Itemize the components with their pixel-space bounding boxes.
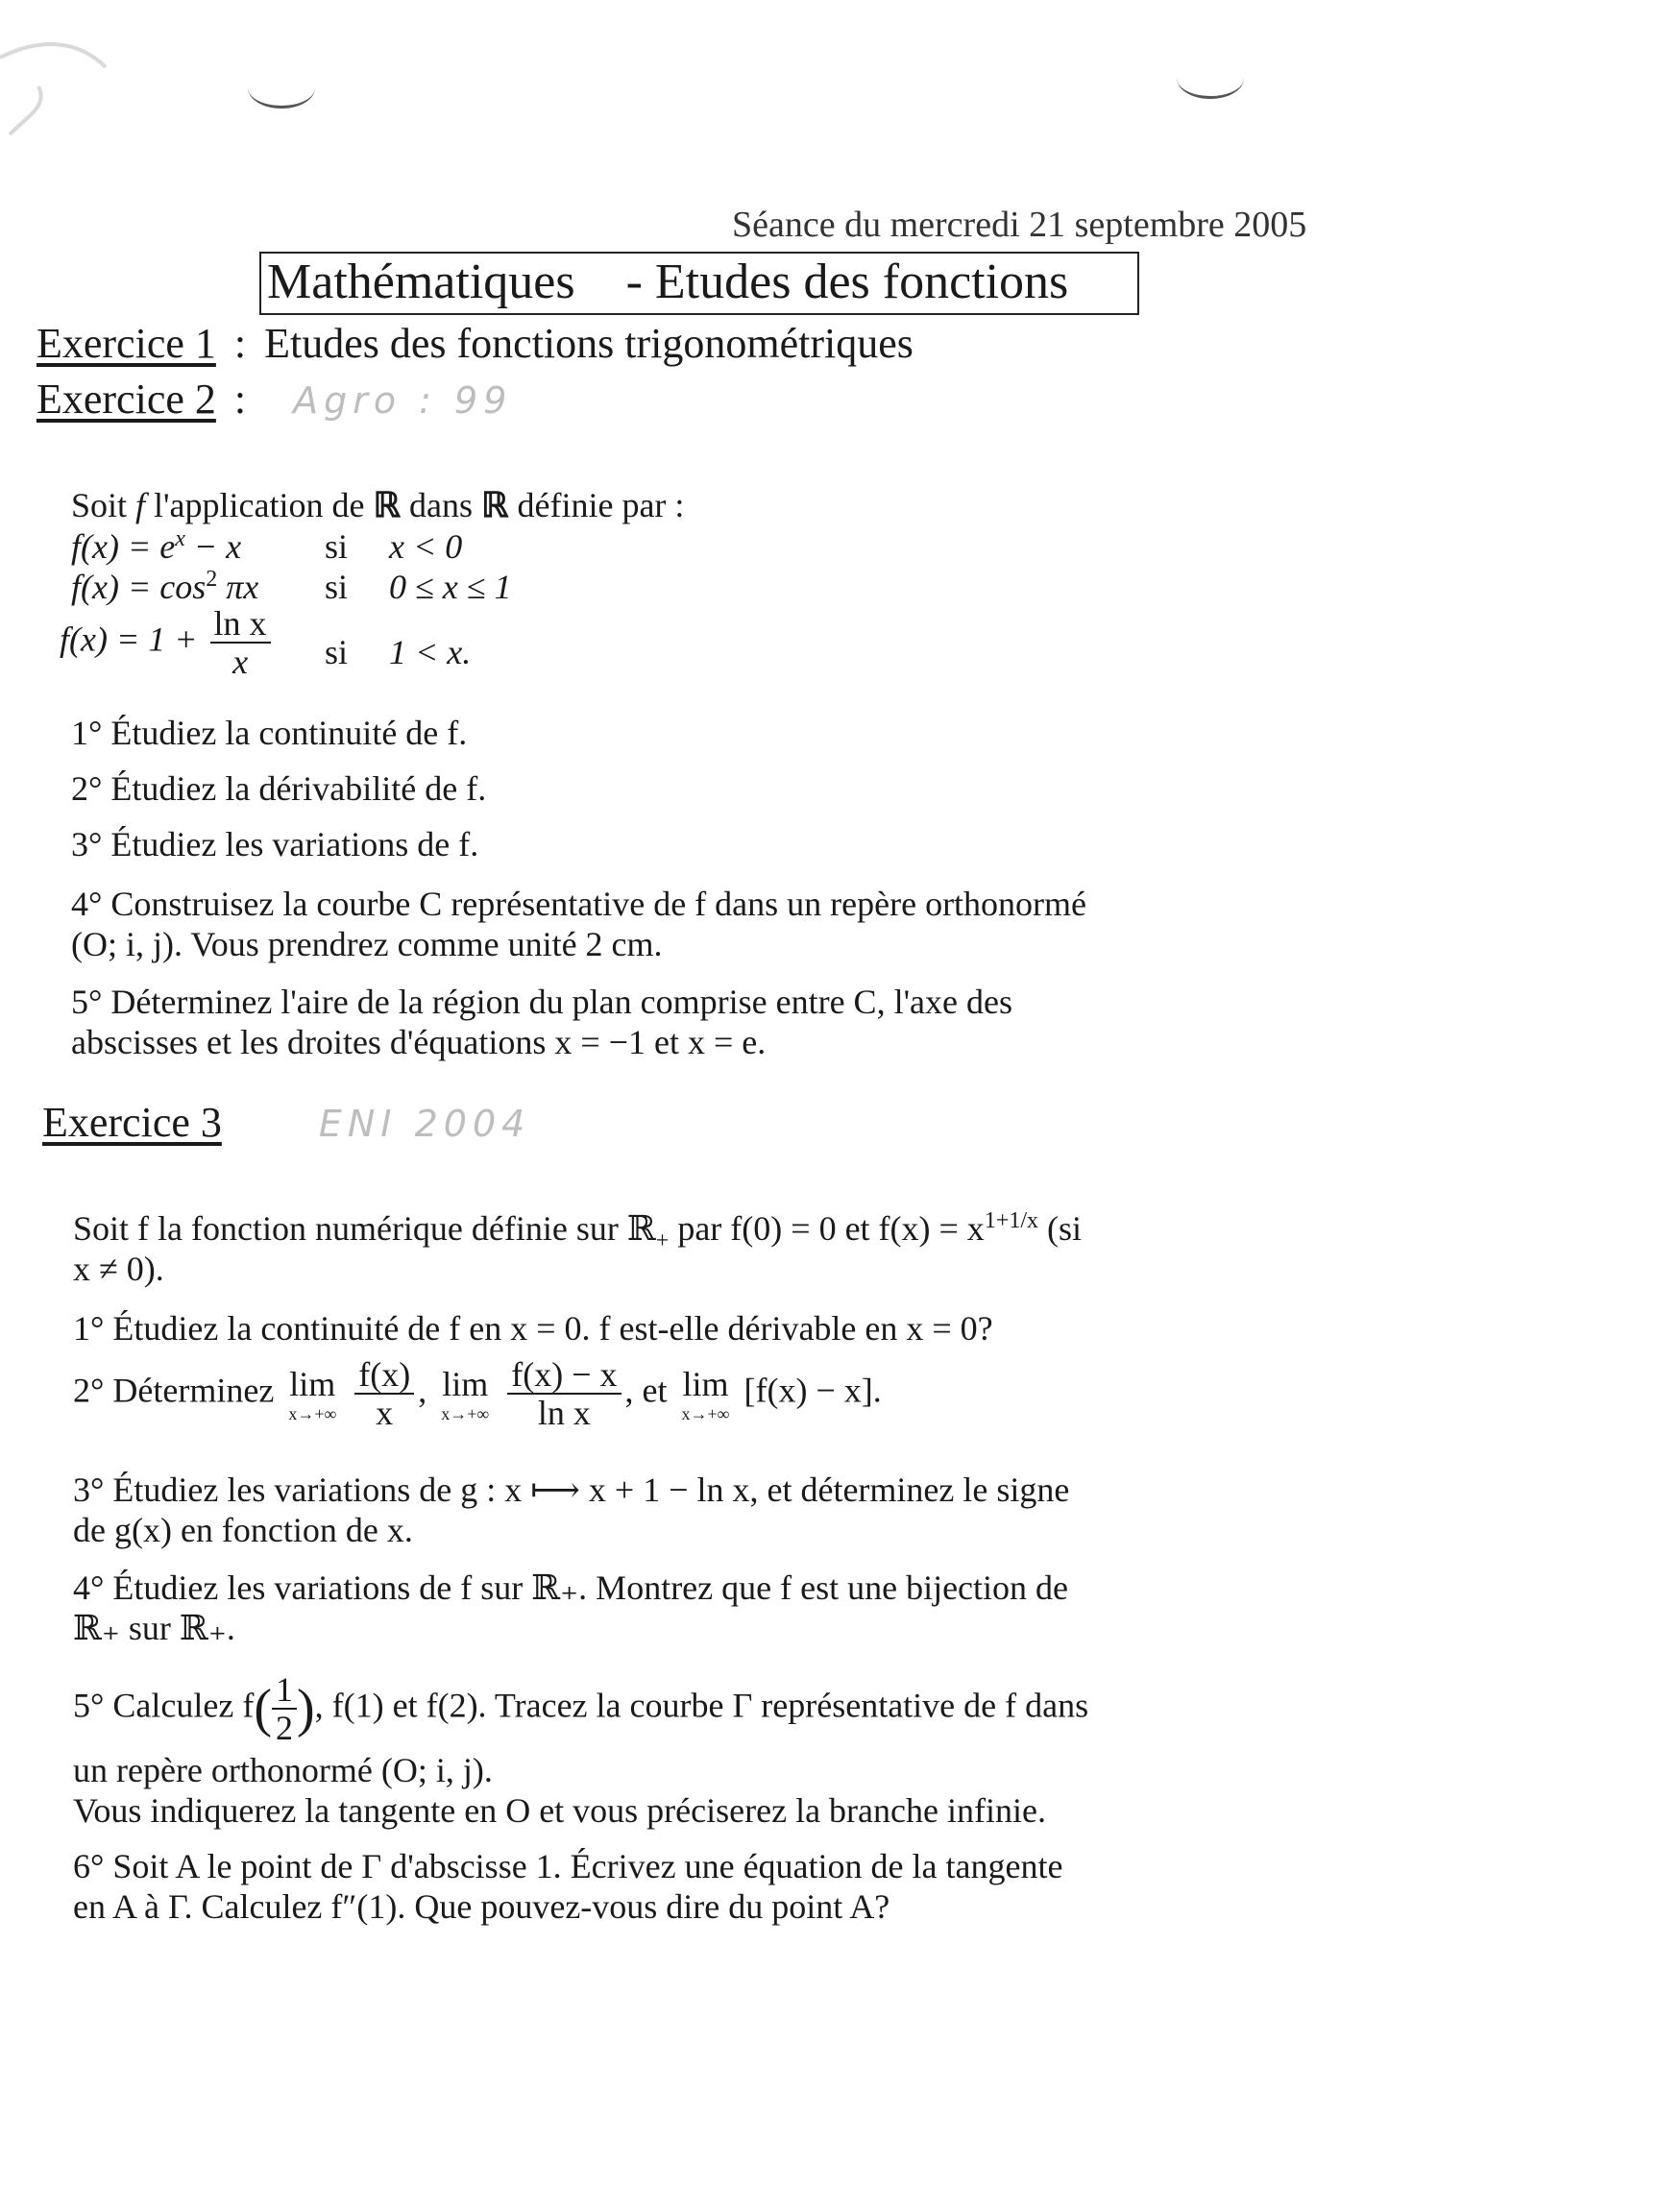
ex2-question-4-line-1: 4° Construisez la courbe C représentative de f dans un repère orthonormé <box>71 885 1087 923</box>
ex3-question-1: 1° Étudiez la continuité de f en x = 0. f est-elle dérivable en x = 0? <box>73 1309 993 1348</box>
half-num: 1 <box>272 1671 297 1710</box>
exercice-3-line <box>42 1098 530 1147</box>
ex2-def-1-cond <box>325 526 462 567</box>
ex3-intro-line-1 <box>73 1208 1082 1254</box>
lim-sub-1: x→+∞ <box>288 1404 337 1423</box>
ex2-intro-set-r1: ℝ <box>373 486 401 524</box>
ex2-def-2 <box>71 567 258 607</box>
ex3-intro-exponent: 1+1/x <box>984 1208 1039 1233</box>
exercice-1-label: Exercice 1 <box>37 320 216 367</box>
ex3-q5-half <box>272 1671 297 1746</box>
ex2-def1-rest: − x <box>184 527 242 566</box>
ex2-def3-condition: 1 < x. <box>389 633 472 671</box>
ex3-q2-frac-2 <box>507 1356 621 1431</box>
ex3-question-4-line-2: ℝ₊ sur ℝ₊. <box>73 1609 235 1647</box>
ex2-def1-exp: x <box>175 526 185 551</box>
exercice-2-line <box>37 375 512 424</box>
exercice-3-label: Exercice 3 <box>42 1099 222 1146</box>
ex3-q2-lim-2 <box>441 1364 489 1423</box>
ex3-question-2 <box>73 1356 882 1431</box>
ex3-q2-label: 2° Déterminez <box>73 1371 275 1410</box>
ex3-question-3-line-2: de g(x) en fonction de x. <box>73 1511 413 1549</box>
ex3-q2-comma: , <box>418 1371 427 1410</box>
ex3-intro-b: par f(0) = 0 et f(x) = x <box>669 1209 985 1248</box>
ex2-def-1 <box>71 526 241 567</box>
ex3-intro-line-2: x ≠ 0). <box>73 1250 164 1288</box>
half-den: 2 <box>275 1709 293 1747</box>
ex2-question-3: 3° Étudiez les variations de f. <box>71 825 479 863</box>
ex3-question-3-line-1: 3° Étudiez les variations de g : x ⟼ x + 1 − ln x, et déterminez le signe <box>73 1471 1070 1509</box>
frac1-den: x <box>376 1394 394 1432</box>
ex2-intro-dans: dans <box>408 486 473 524</box>
ex3-question-5-line-1: 5° Calculez f( $\frac{1}{2}$ ), f(1) et f(2). Tracez la courbe Γ représentative de f dans <box>73 1670 1089 1747</box>
title-subject: Mathématiques <box>267 255 575 309</box>
lim-text-1: lim <box>289 1365 336 1403</box>
ex2-def2-si: si <box>325 568 349 606</box>
ex2-question-2: 2° Étudiez la dérivabilité de f. <box>71 769 487 808</box>
ex2-def2-lhs: f(x) = cos <box>71 568 207 606</box>
ex2-def-2-cond <box>325 567 512 607</box>
ex2-def3-fraction <box>210 605 271 680</box>
lim-text-2: lim <box>442 1365 489 1403</box>
ex3-question-4-line-1: 4° Étudiez les variations de f sur ℝ₊. Montrez que f est une bijection de <box>73 1568 1069 1607</box>
ex2-intro-soit: Soit <box>71 486 128 524</box>
ex2-intro-f: f <box>135 486 146 524</box>
ex2-def3-si: si <box>325 633 349 671</box>
ex2-question-5-line-2: abscisses et les droites d'équations x = −1 et x = e. <box>71 1023 767 1061</box>
ex2-intro-set-r2: ℝ <box>480 486 509 524</box>
ex2-def1-condition: x < 0 <box>389 527 463 566</box>
exercice-2-sep: : <box>233 376 247 423</box>
exercice-3-handwritten-note: ENI 2004 <box>318 1103 531 1145</box>
ex3-q5-rest: , f(1) et f(2). Tracez la courbe Γ représentative de f dans <box>314 1686 1089 1725</box>
ex2-def3-numerator: ln x <box>210 605 271 644</box>
title-topic: - Etudes des fonctions <box>625 255 1069 309</box>
ex2-intro-definie: définie par : <box>517 486 685 524</box>
frac2-num: f(x) − x <box>507 1356 621 1395</box>
ex2-def-3-cond <box>325 632 471 672</box>
frac2-den: ln x <box>537 1394 591 1432</box>
lim-sub-2: x→+∞ <box>441 1404 490 1423</box>
ex3-question-5-line-3: Vous indiquerez la tangente en O et vous préciserez la branche infinie. <box>73 1791 1046 1830</box>
exercice-1-title: Etudes des fonctions trigonométriques <box>264 320 914 367</box>
session-date: Séance du mercredi 21 septembre 2005 <box>732 205 1307 245</box>
ex2-question-1: 1° Étudiez la continuité de f. <box>71 714 468 752</box>
ex2-def2-condition: 0 ≤ x ≤ 1 <box>389 568 512 606</box>
lim-sub-3: x→+∞ <box>681 1404 730 1423</box>
ex2-question-4-line-2: (O; i, j). Vous prendrez comme unité 2 cm. <box>71 925 663 963</box>
ex3-intro-a: Soit f la fonction numérique définie sur ℝ <box>73 1209 656 1248</box>
page-title <box>259 252 1139 315</box>
exercice-2-label: Exercice 2 <box>37 376 216 423</box>
lim-text-3: lim <box>682 1365 729 1403</box>
ex3-intro-plus: + <box>655 1228 670 1254</box>
exercice-2-handwritten-note: Agro : 99 <box>293 379 513 422</box>
ex3-q2-frac-1 <box>354 1356 414 1431</box>
ex3-question-5-line-2: un repère orthonormé (O; i, j). <box>73 1751 493 1789</box>
ex2-def1-lhs: f(x) = e <box>71 527 176 566</box>
ex3-q2-et: , et <box>624 1371 668 1410</box>
ex2-def2-rest: πx <box>217 568 259 606</box>
ex2-def3-denominator: x <box>232 643 249 681</box>
exercice-1-sep: : <box>233 320 247 367</box>
ex3-question-6-line-2: en A à Γ. Calculez f″(1). Que pouvez-vous dire du point A? <box>73 1887 890 1926</box>
ex2-question-5-line-1: 5° Déterminez l'aire de la région du plan comprise entre C, l'axe des <box>71 983 1012 1021</box>
ex3-q2-lim-1 <box>288 1364 336 1423</box>
ex2-def3-lhs: f(x) = 1 + <box>60 620 198 659</box>
ex2-def-3 <box>60 605 275 680</box>
ex3-intro-c: (si <box>1038 1209 1083 1248</box>
ex2-intro <box>71 485 684 525</box>
ex3-question-6-line-1: 6° Soit A le point de Γ d'abscisse 1. Écrivez une équation de la tangente <box>73 1847 1063 1885</box>
ex3-q2-bracket: [f(x) − x]. <box>743 1371 882 1410</box>
exercice-1-line <box>37 319 914 368</box>
ex2-intro-application: l'application de <box>154 486 365 524</box>
ex3-q2-lim-3 <box>682 1364 730 1423</box>
ex2-def1-si: si <box>325 527 349 566</box>
frac1-num: f(x) <box>354 1356 414 1395</box>
ex3-q5-label: 5° Calculez f <box>73 1686 255 1725</box>
ex2-def2-exp: 2 <box>206 567 218 592</box>
